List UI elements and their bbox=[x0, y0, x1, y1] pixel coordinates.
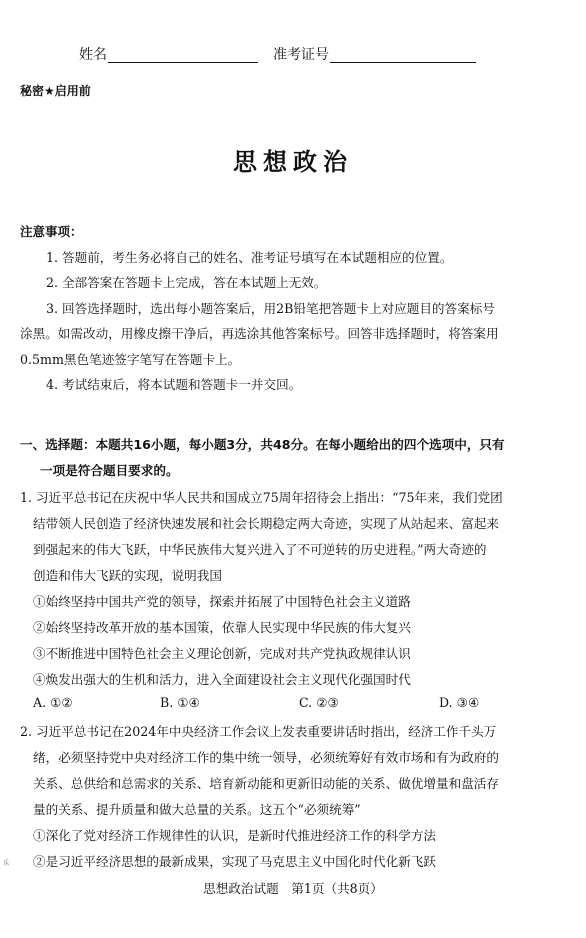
note-item: 0.5mm黑色笔迹签字笔写在答题卡上。 bbox=[20, 352, 241, 367]
question-stem-line: 量的关系、提升质量和做大总量的关系。这五个“必须统筹” bbox=[33, 802, 361, 817]
question-stem-line: 绪，必须坚持党中央对经济工作的集中统一领导，必须统筹好有效市场和有为政府的 bbox=[33, 750, 499, 765]
exam-id-blank-line bbox=[330, 62, 476, 63]
question-statement: ②是习近平经济思想的最新成果，实现了马克思主义中国化时代化新飞跃 bbox=[33, 854, 436, 869]
question-stem-line: 创造和伟大飞跃的实现，说明我国 bbox=[33, 568, 222, 583]
question-statement: ③不断推进中国特色社会主义理论创新，完成对共产党执政规律认识 bbox=[33, 646, 411, 661]
note-item: 2. 全部答案在答题卡上完成，答在本试题上无效。 bbox=[46, 275, 327, 290]
exam-id-label: 准考证号 bbox=[273, 47, 329, 63]
note-item: 涂黑。如需改动，用橡皮擦干净后，再选涂其他答案标号。回答非选择题时，将答案用 bbox=[20, 326, 499, 341]
name-label: 姓名 bbox=[79, 47, 107, 63]
margin-mark: 乐 bbox=[3, 860, 10, 867]
candidate-info-row bbox=[0, 42, 586, 66]
page-footer: 思想政治试题 第1页（共8页） bbox=[203, 881, 383, 896]
answer-option-d: D. ③④ bbox=[439, 695, 480, 710]
question-stem-line: 结带领人民创造了经济快速发展和社会长期稳定两大奇迹，实现了从站起来、富起来 bbox=[33, 516, 499, 531]
confidential-label: 秘密★启用前 bbox=[20, 84, 91, 98]
question-statement: ①深化了党对经济工作规律性的认识，是新时代推进经济工作的科学方法 bbox=[33, 828, 436, 843]
question-stem-line: 1. 习近平总书记在庆祝中华人民共和国成立75周年招待会上指出：“75年来，我们党团 bbox=[20, 490, 503, 505]
question-stem-line: 2. 习近平总书记在2024年中央经济工作会议上发表重要讲话时指出，经济工作千头万 bbox=[20, 724, 497, 739]
question-statement: ④焕发出强大的生机和活力，进入全面建设社会主义现代化强国时代 bbox=[33, 672, 411, 687]
question-stem-line: 到强起来的伟大飞跃，中华民族伟大复兴进入了不可逆转的历史进程。”两大奇迹的 bbox=[33, 542, 487, 557]
question-stem-line: 关系、总供给和总需求的关系、培育新动能和更新旧动能的关系、做优增量和盘活存 bbox=[33, 776, 499, 791]
question-statement: ①始终坚持中国共产党的领导，探索并拓展了中国特色社会主义道路 bbox=[33, 594, 411, 609]
question-statement: ②始终坚持改革开放的基本国策，依靠人民实现中华民族的伟大复兴 bbox=[33, 620, 411, 635]
section-heading-cont: 一项是符合题目要求的。 bbox=[40, 463, 179, 478]
answer-option-c: C. ②③ bbox=[299, 695, 339, 710]
name-blank-line bbox=[108, 62, 258, 63]
page-title: 思想政治 bbox=[233, 147, 353, 176]
notes-heading: 注意事项： bbox=[20, 224, 83, 239]
answer-option-b: B. ①④ bbox=[160, 695, 200, 710]
answer-option-a: A. ①② bbox=[33, 695, 73, 710]
section-heading: 一、选择题：本题共16小题，每小题3分，共48分。在每小题给出的四个选项中，只有 bbox=[20, 437, 505, 452]
note-item: 3. 回答选择题时，选出每小题答案后，用2B铅笔把答题卡上对应题目的答案标号 bbox=[46, 301, 495, 316]
note-item: 4. 考试结束后，将本试题和答题卡一并交回。 bbox=[46, 377, 302, 392]
note-item: 1. 答题前，考生务必将自己的姓名、准考证号填写在本试题相应的位置。 bbox=[46, 250, 453, 265]
